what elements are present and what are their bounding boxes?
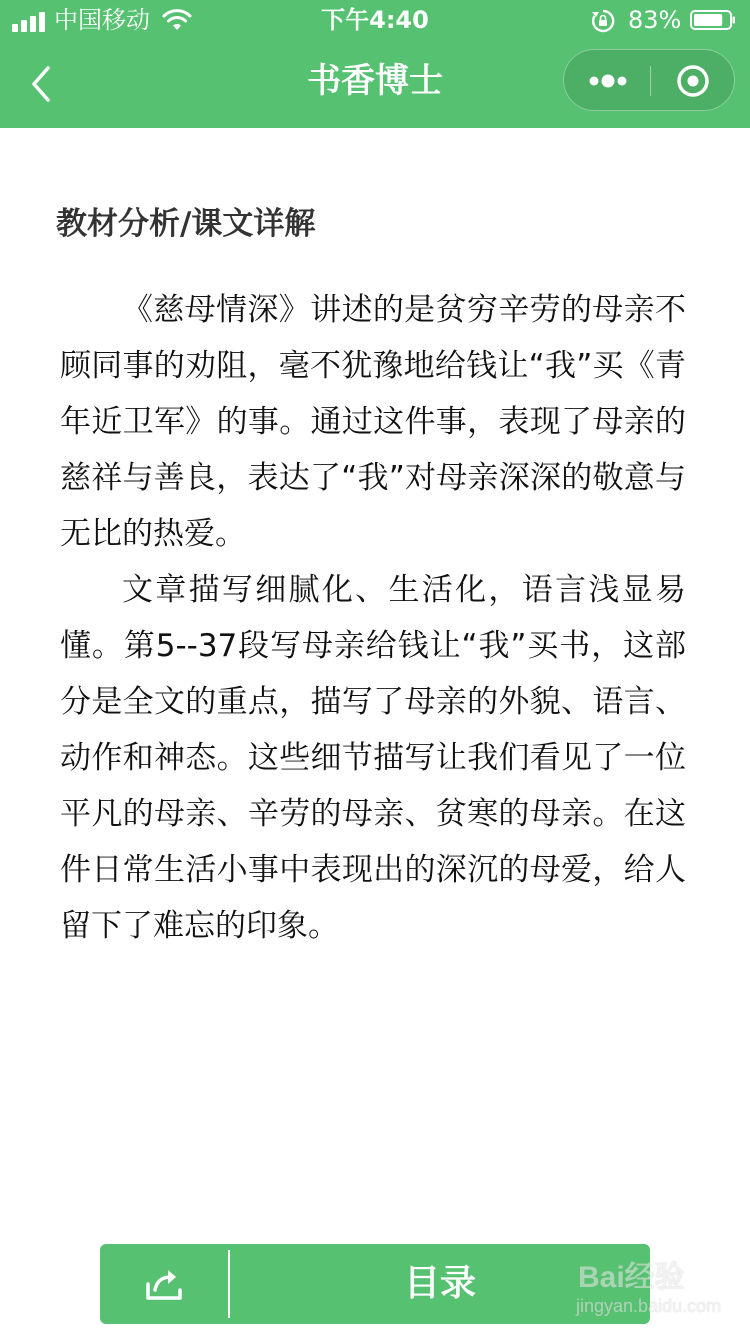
header xyxy=(0,0,750,128)
battery-icon xyxy=(690,10,736,30)
paragraph: 《慈母情深》讲述的是贫穷辛劳的母亲不顾同事的劝阻，毫不犹豫地给钱让“我”买《青年近卫军》的事。通过这件事，表现了母亲的慈祥与善良，表达了“我”对母亲深深的敬意与无比的热爱。 xyxy=(60,292,686,552)
close-target-icon xyxy=(651,50,735,110)
share-button[interactable] xyxy=(100,1244,228,1324)
article-content xyxy=(56,128,686,954)
section-heading: 教材分析/课文详解 xyxy=(56,206,316,242)
page-title: 书香博士 xyxy=(307,61,443,101)
watermark-logo: Bai经验 xyxy=(578,1261,685,1294)
menu-capsule xyxy=(563,49,735,111)
nav-bar xyxy=(0,40,750,128)
close-button[interactable] xyxy=(651,50,735,110)
toc-button[interactable]: 目录 xyxy=(403,1263,476,1304)
battery-percent: 83% xyxy=(628,6,682,34)
watermark-url: jingyan.baidu.com xyxy=(576,1296,722,1316)
paragraph: 文章描写细腻化、生活化，语言浅显易懂。第5--37段写母亲给钱让“我”买书，这部分是全文的重点，描写了母亲的外貌、语言、动作和神态。这些细节描写让我们看见了一位平凡的母亲、辛劳的母亲、贫寒的母亲。在这件日常生活小事中表现出的深沉的母爱，给人留下了难忘的印象。 xyxy=(60,572,686,944)
status-bar xyxy=(0,0,750,40)
carrier-label: 中国移动 xyxy=(54,6,150,34)
status-time: 下午4:40 xyxy=(321,6,429,34)
rotation-lock-icon xyxy=(590,8,616,34)
more-icon xyxy=(564,50,650,110)
bottom-toolbar xyxy=(100,1244,650,1324)
more-button[interactable] xyxy=(564,50,650,110)
share-icon xyxy=(144,1266,184,1302)
